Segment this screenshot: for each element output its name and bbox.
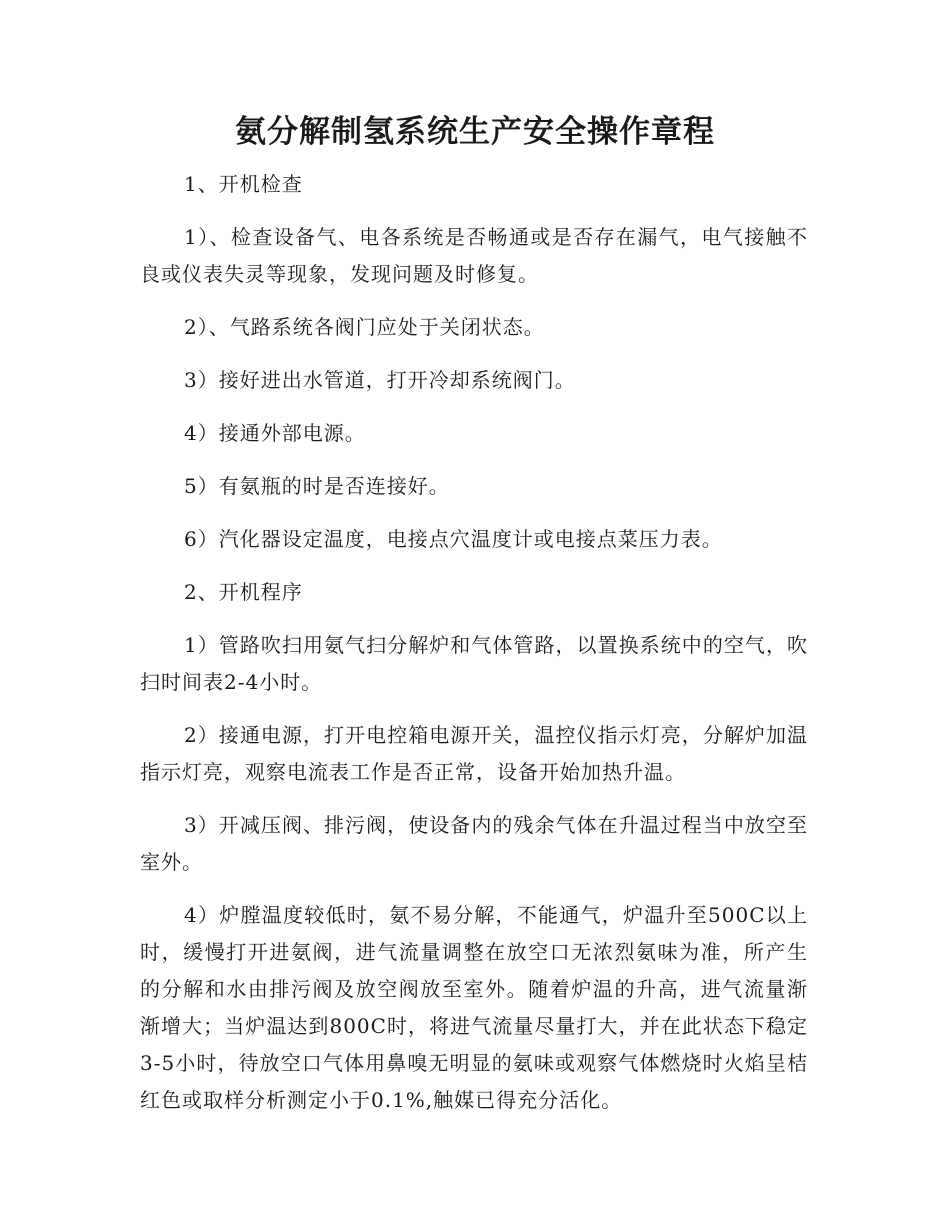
paragraph: 2）、气路系统各阀门应处于关闭状态。 (184, 315, 545, 339)
paragraph: 5）有氨瓶的时是否连接好。 (184, 474, 450, 498)
document-title: 氨分解制氢系统生产安全操作章程 (235, 114, 715, 150)
document-body (140, 166, 808, 1135)
paragraph: 6）汽化器设定温度，电接点穴温度计或电接点菜压力表。 (184, 527, 723, 551)
paragraph: 3）开减压阀、排污阀，使设备内的残余气体在升温过程当中放空至室外。 (140, 813, 808, 874)
paragraph: 1）、检查设备气、电各系统是否畅通或是否存在漏气，电气接触不良或仪表失灵等现象，发现问题及时修复。 (140, 225, 808, 286)
paragraph: 4）炉膛温度较低时，氨不易分解，不能通气，炉温升至500C以上时，缓慢打开进氨阀，进气流量调整在放空口无浓烈氨味为准，所产生的分解和水由排污阀及放空阀放至室外。随着炉温的升高，进气流量渐渐增大；当炉温达到800C时，将进气流量尽量打大，并在此状态下稳定3-5小时，待放空口气体用鼻嗅无明显的氨味或观察气体燃烧时火焰呈桔红色或取样分析测定小于0.1%,触媒已得充分活化。 (140, 903, 808, 1112)
section-heading-startup-procedure: 2、开机程序 (184, 580, 303, 604)
paragraph: 1）管路吹扫用氨气扫分解炉和气体管路，以置换系统中的空气，吹扫时间表2-4小时。 (140, 633, 808, 694)
paragraph: 2）接通电源，打开电控箱电源开关，温控仪指示灯亮，分解炉加温指示灯亮，观察电流表工作是否正常，设备开始加热升温。 (140, 723, 808, 784)
paragraph: 4）接通外部电源。 (184, 421, 366, 445)
paragraph: 3）接好进出水管道，打开冷却系统阀门。 (184, 368, 576, 392)
section-heading-startup-check: 1、开机检查 (184, 172, 303, 196)
